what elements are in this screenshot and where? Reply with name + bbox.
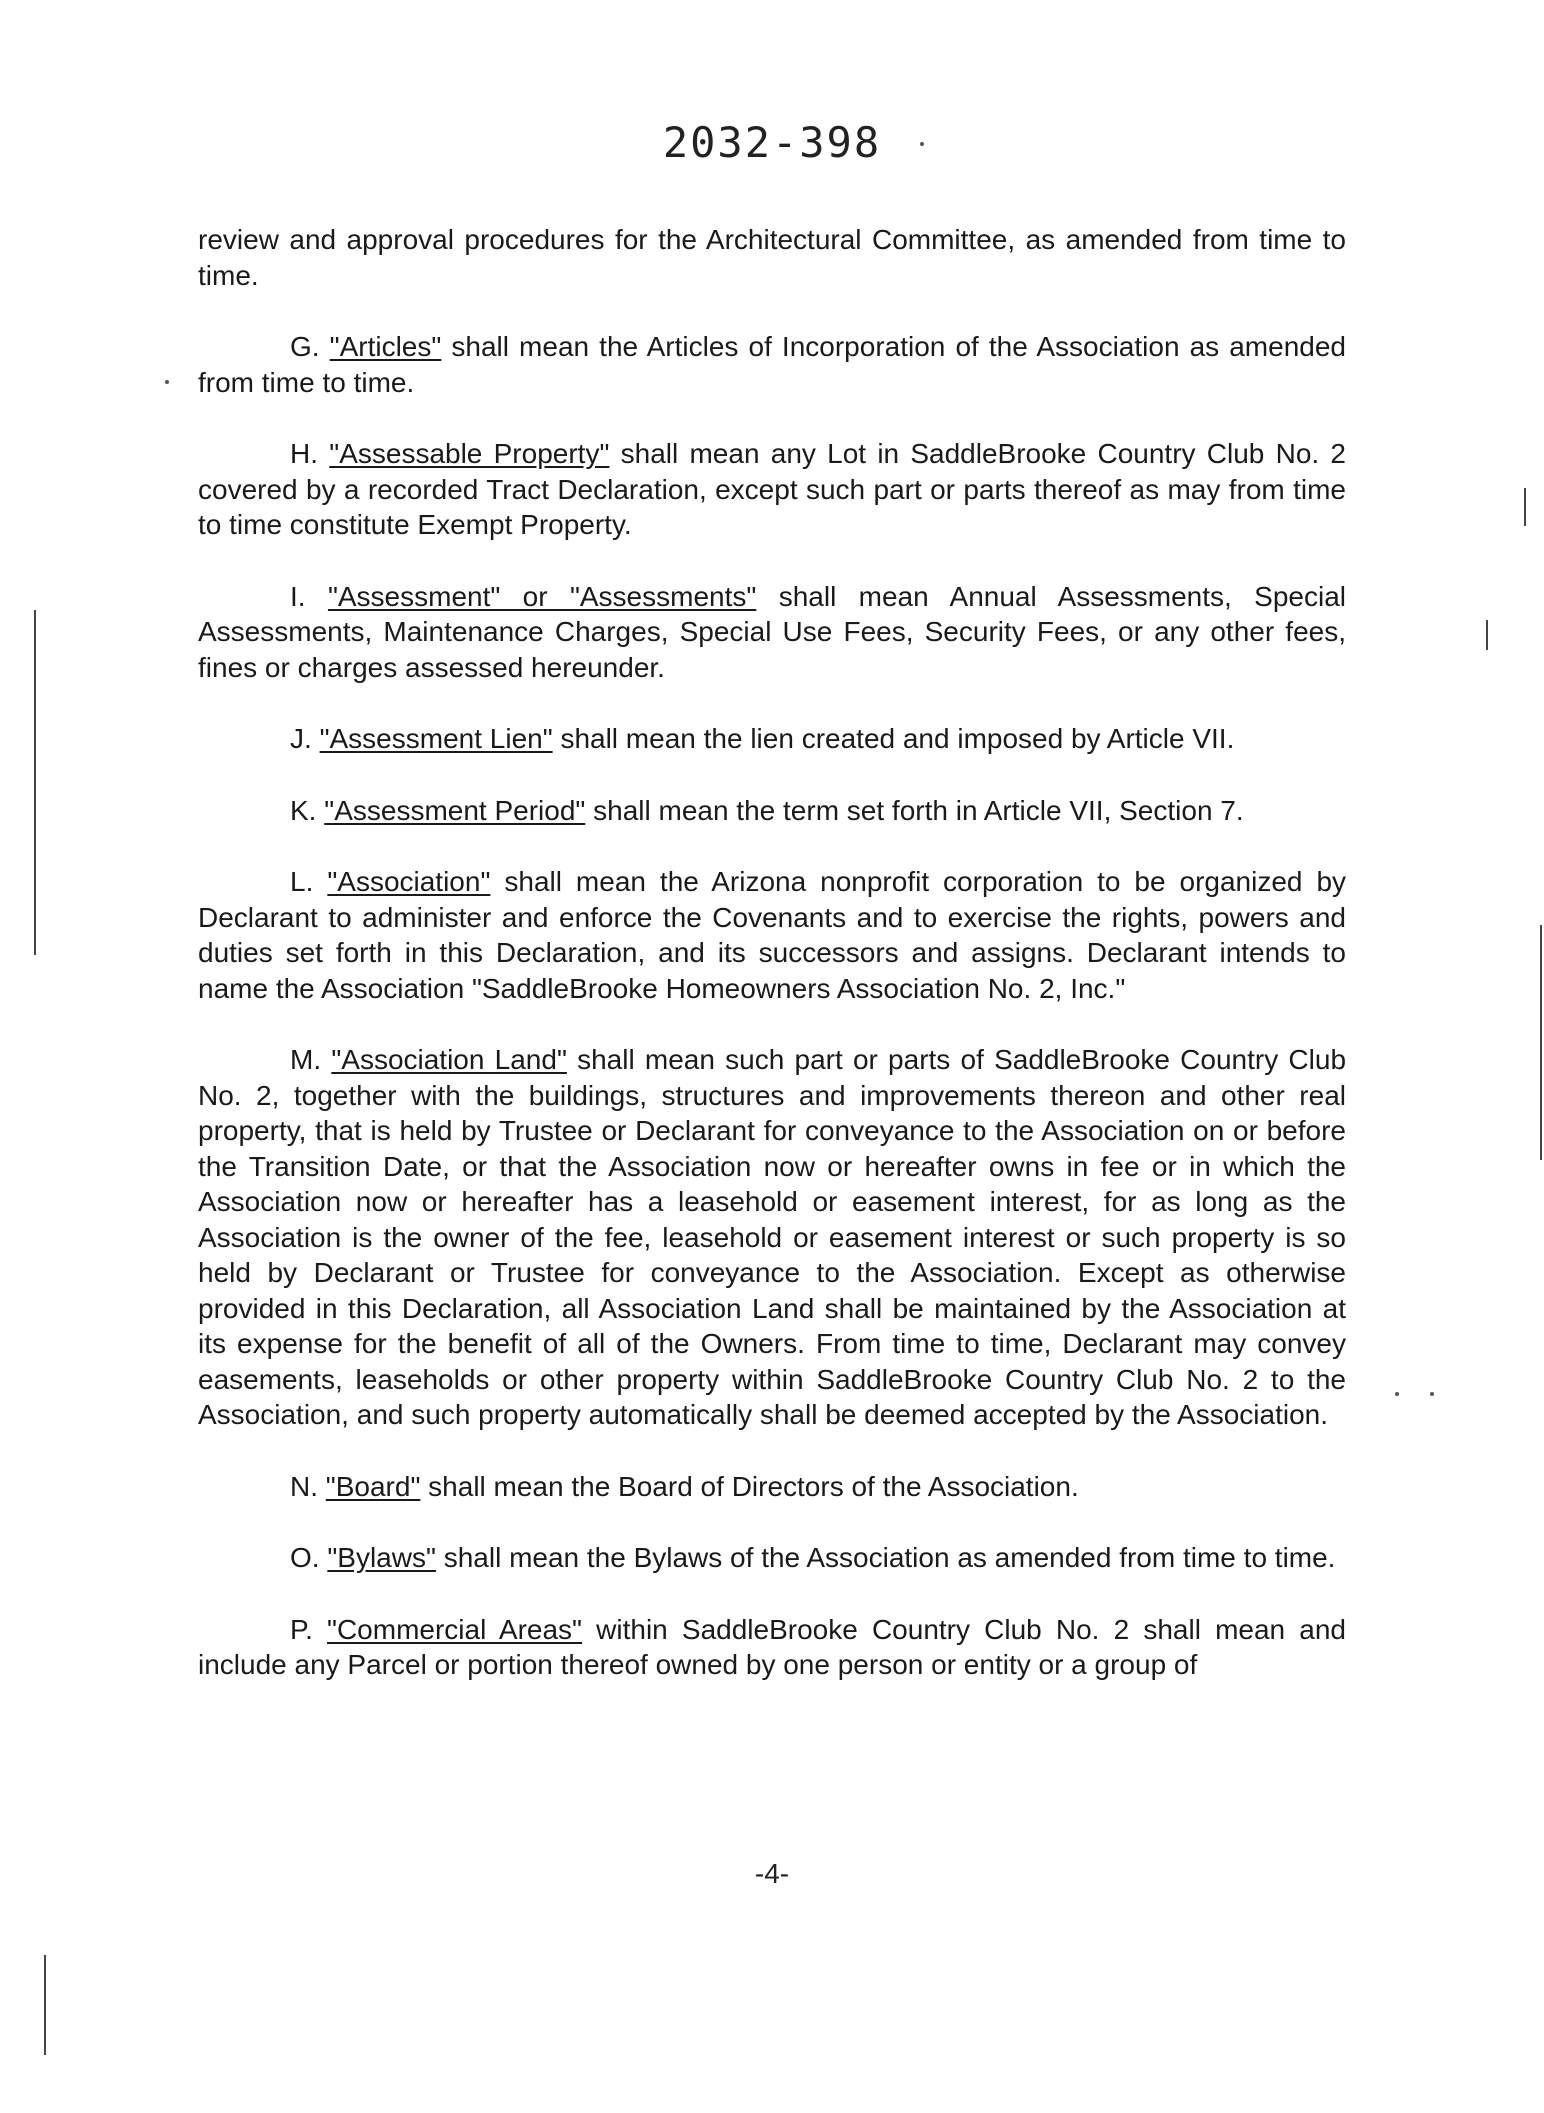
definition-letter: N. — [290, 1470, 318, 1502]
defined-term: "Assessable Property" — [329, 438, 610, 469]
defined-term: "Assessment Lien" — [319, 723, 553, 754]
defined-term: "Board" — [325, 1470, 421, 1502]
definition-text: shall mean the Bylaws of the Association as amended from time to time. — [443, 1542, 1336, 1573]
definition-letter: P. — [290, 1613, 313, 1645]
scan-dot — [165, 380, 169, 384]
page-number: -4- — [754, 1858, 790, 1889]
scan-mark-left-upper — [34, 610, 36, 955]
document-body — [198, 222, 1346, 1719]
scan-dot — [1395, 1392, 1399, 1396]
paragraph-text: review and approval procedures for the Architectural Committee, as amended from time to time. — [198, 224, 1346, 291]
definition-i — [198, 579, 1346, 686]
definition-letter: I. — [290, 580, 306, 612]
definition-letter: J. — [290, 723, 312, 754]
definition-letter: L. — [290, 866, 314, 897]
scan-mark-right-small — [1486, 620, 1488, 650]
scan-mark-right-upper — [1524, 488, 1526, 526]
definition-text: shall mean the Arizona nonprofit corporation to be organized by Declarant to administer and enforce the Covenants and to exercise the rights, powers and duties set forth in this Declaration, and its successors and assigns. Declarant intends to name the Association "SaddleBrooke Homeowners Association No. 2, Inc." — [198, 866, 1347, 1004]
definition-p — [198, 1612, 1346, 1683]
definition-text: shall mean the Board of Directors of the Association. — [428, 1470, 1079, 1502]
definition-letter: H. — [290, 438, 318, 469]
definition-o — [198, 1540, 1346, 1576]
definition-letter: O. — [290, 1542, 320, 1573]
definition-l — [198, 864, 1346, 1006]
defined-term: "Association Land" — [331, 1044, 567, 1075]
definition-text: shall mean the term set forth in Article VII, Section 7. — [593, 794, 1244, 826]
document-number: 2032-398 — [662, 118, 882, 167]
defined-term: "Assessment" or "Assessments" — [327, 580, 757, 612]
definition-text: shall mean Annual Assessments, Special Assessments, Maintenance Charges, Special Use Fees, Security Fees, or any other fees, fines or charges assessed hereunder. — [198, 580, 1347, 683]
definition-letter: M. — [290, 1044, 322, 1075]
defined-term: "Articles" — [329, 331, 442, 362]
defined-term: "Bylaws" — [327, 1542, 436, 1573]
scan-dot — [920, 142, 924, 146]
definition-text: within SaddleBrooke Country Club No. 2 shall mean and include any Parcel or portion thereof owned by one person or entity or a group of — [198, 1613, 1346, 1680]
scan-mark-left-lower — [44, 1955, 46, 2055]
definition-text: shall mean the lien created and imposed by Article VII. — [560, 723, 1235, 754]
definition-letter: G. — [290, 331, 320, 362]
definition-g — [198, 329, 1346, 400]
definition-j — [198, 721, 1346, 757]
scan-dot — [1430, 1392, 1434, 1396]
definition-k — [198, 793, 1346, 829]
defined-term: "Commercial Areas" — [327, 1613, 582, 1645]
definition-letter: K. — [290, 794, 317, 826]
definition-m — [198, 1042, 1346, 1433]
definition-h — [198, 436, 1346, 543]
scan-mark-right-middle — [1540, 925, 1542, 1160]
paragraph-continuation — [198, 222, 1346, 293]
definition-text: shall mean the Articles of Incorporation of the Association as amended from time to time. — [198, 331, 1346, 398]
defined-term: "Assessment Period" — [324, 794, 586, 826]
defined-term: "Association" — [327, 866, 491, 897]
definition-text: shall mean any Lot in SaddleBrooke Country Club No. 2 covered by a recorded Tract Declaration, except such part or parts thereof as may from time to time constitute Exempt Property. — [198, 438, 1346, 540]
definition-n — [198, 1469, 1346, 1505]
definition-text: shall mean such part or parts of SaddleBrooke Country Club No. 2, together with the buildings, structures and improvements thereon and other real property, that is held by Trustee or Declarant for conveyance to the Association on or before the Transition Date, or that the Association now or hereafter owns in fee or in which the Association now or hereafter has a leasehold or easement interest, for as long as the Association is the owner of the fee, leasehold or easement interest or such property is so held by Declarant or Trustee for conveyance to the Association. Except as otherwise provided in this Declaration, all Association Land shall be maintained by the Association at its expense for the benefit of all of the Owners. From time to time, Declarant may convey easements, leaseholds or other property within SaddleBrooke Country Club No. 2 to the Association, and such property automatically shall be deemed accepted by the Association. — [198, 1044, 1347, 1430]
